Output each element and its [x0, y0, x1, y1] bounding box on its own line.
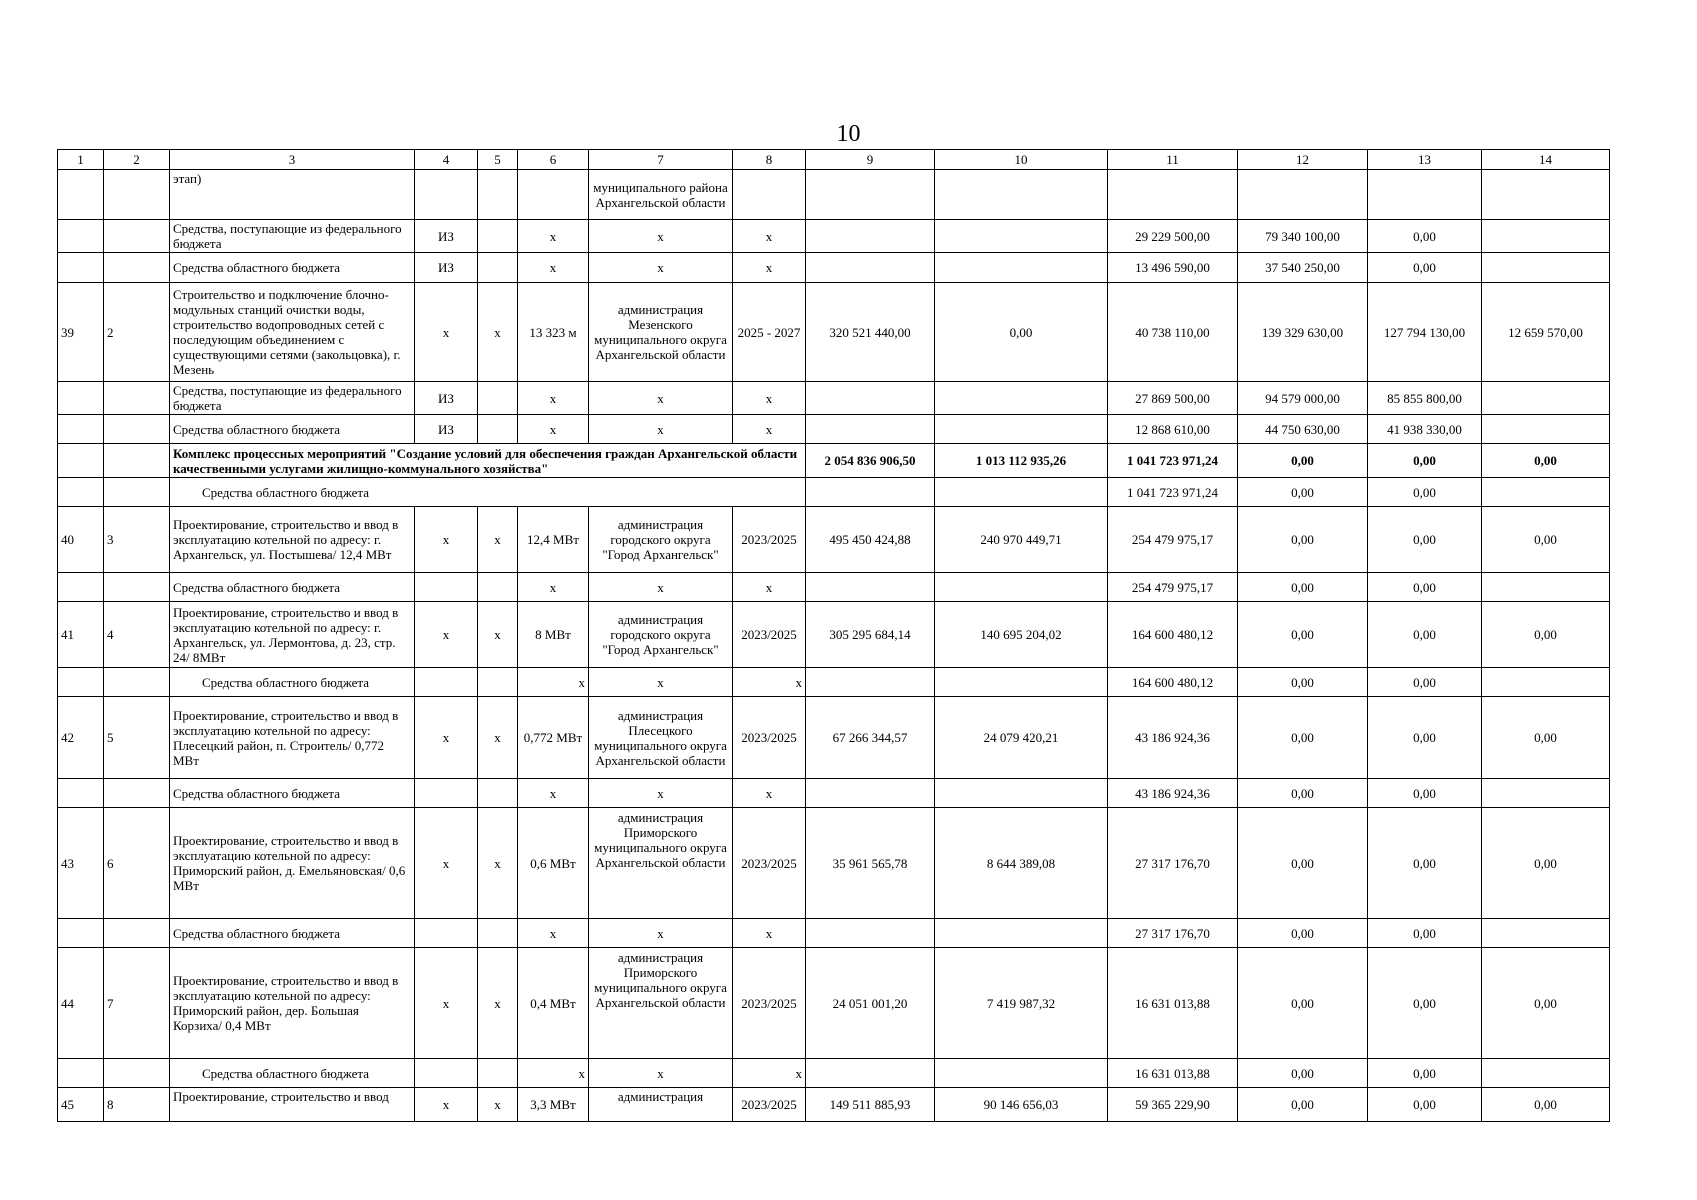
column-header: 13: [1368, 150, 1482, 170]
cell: [806, 919, 935, 948]
cell: х: [589, 220, 733, 253]
cell: 43 186 924,36: [1108, 697, 1238, 779]
cell: 24 051 001,20: [806, 948, 935, 1059]
cell: [415, 573, 478, 602]
cell: 0,00: [1368, 697, 1482, 779]
cell: [806, 253, 935, 283]
cell: [935, 415, 1108, 444]
cell: 8 644 389,08: [935, 808, 1108, 919]
cell: х: [478, 283, 518, 382]
cell: 0,00: [1368, 668, 1482, 697]
cell: 0,00: [1368, 444, 1482, 478]
cell: 40 738 110,00: [1108, 283, 1238, 382]
column-header: 12: [1238, 150, 1368, 170]
cell: 2: [104, 283, 170, 382]
cell: [935, 573, 1108, 602]
cell: 0,00: [1238, 1059, 1368, 1088]
cell: Средства, поступающие из федерального бюджета: [170, 220, 415, 253]
cell: [415, 919, 478, 948]
complex-source-row: [58, 478, 1610, 507]
column-header: 9: [806, 150, 935, 170]
cell: 0,00: [1368, 573, 1482, 602]
cell: 0,00: [1368, 602, 1482, 668]
cell: [478, 1059, 518, 1088]
cell: 0,00: [1368, 1059, 1482, 1088]
cell: [58, 444, 104, 478]
column-header: 2: [104, 150, 170, 170]
cell: 0,00: [1238, 668, 1368, 697]
cell: [518, 170, 589, 220]
cell: [1482, 919, 1610, 948]
table-row: [58, 382, 1610, 415]
cell-row-number: 42: [58, 697, 104, 779]
cell: [104, 253, 170, 283]
cell: [1108, 170, 1238, 220]
cell: [58, 1059, 104, 1088]
cell: ИЗ: [415, 382, 478, 415]
cell: 0,00: [1368, 220, 1482, 253]
cell: [935, 1059, 1108, 1088]
cell: [935, 382, 1108, 415]
cell: 0,00: [1368, 507, 1482, 573]
cell: [478, 253, 518, 283]
cell: 139 329 630,00: [1238, 283, 1368, 382]
cell: [478, 919, 518, 948]
cell: 24 079 420,21: [935, 697, 1108, 779]
cell: х: [518, 415, 589, 444]
cell: х: [589, 668, 733, 697]
column-header: 11: [1108, 150, 1238, 170]
cell: этап): [170, 170, 415, 220]
cell: 13 496 590,00: [1108, 253, 1238, 283]
table-row: [58, 697, 1610, 779]
cell: администрация: [589, 1088, 733, 1122]
cell: х: [518, 919, 589, 948]
cell: [806, 382, 935, 415]
cell: 0,00: [1368, 478, 1482, 507]
cell: х: [733, 253, 806, 283]
cell: администрация городского округа "Город Архангельск": [589, 507, 733, 573]
cell-description: Проектирование, строительство и ввод в эксплуатацию котельной по адресу: Приморский район, дер. Большая Корзиха/ 0,4 МВт: [170, 948, 415, 1059]
cell: х: [415, 602, 478, 668]
cell: [104, 478, 170, 507]
cell: 3: [104, 507, 170, 573]
cell: 2023/2025: [733, 1088, 806, 1122]
cell: 29 229 500,00: [1108, 220, 1238, 253]
cell: 6: [104, 808, 170, 919]
cell: 0,00: [1238, 697, 1368, 779]
cell: 1 013 112 935,26: [935, 444, 1108, 478]
cell: х: [415, 697, 478, 779]
cell: х: [518, 779, 589, 808]
cell: [1368, 170, 1482, 220]
cell: 240 970 449,71: [935, 507, 1108, 573]
header-row: [58, 150, 1610, 170]
cell: 8 МВт: [518, 602, 589, 668]
cell: х: [478, 948, 518, 1059]
cell: х: [518, 1059, 589, 1088]
table-row: [58, 170, 1610, 220]
cell: [1482, 382, 1610, 415]
cell: 164 600 480,12: [1108, 602, 1238, 668]
cell: [1482, 668, 1610, 697]
cell: 0,00: [1482, 1088, 1610, 1122]
cell: [415, 779, 478, 808]
cell: 127 794 130,00: [1368, 283, 1482, 382]
cell: 79 340 100,00: [1238, 220, 1368, 253]
cell: 44 750 630,00: [1238, 415, 1368, 444]
cell: 0,00: [1238, 1088, 1368, 1122]
cell: х: [478, 602, 518, 668]
cell: [806, 779, 935, 808]
cell: 164 600 480,12: [1108, 668, 1238, 697]
cell: 67 266 344,57: [806, 697, 935, 779]
cell: [806, 668, 935, 697]
complex-row: [58, 444, 1610, 478]
cell: [58, 573, 104, 602]
cell: х: [733, 382, 806, 415]
cell: х: [733, 1059, 806, 1088]
cell: х: [478, 1088, 518, 1122]
column-header: 5: [478, 150, 518, 170]
cell: 16 631 013,88: [1108, 1059, 1238, 1088]
cell: 37 540 250,00: [1238, 253, 1368, 283]
cell: 7: [104, 948, 170, 1059]
table-row: [58, 779, 1610, 808]
cell: х: [415, 808, 478, 919]
cell: [806, 415, 935, 444]
cell: 0,00: [1368, 779, 1482, 808]
cell: х: [733, 415, 806, 444]
cell: [1482, 779, 1610, 808]
cell: 0,00: [1238, 478, 1368, 507]
cell-row-number: 43: [58, 808, 104, 919]
cell-row-number: 41: [58, 602, 104, 668]
cell: 0,772 МВт: [518, 697, 589, 779]
cell: х: [589, 382, 733, 415]
cell: 4: [104, 602, 170, 668]
cell: х: [733, 668, 806, 697]
cell: 13 323 м: [518, 283, 589, 382]
cell: 1 041 723 971,24: [1108, 444, 1238, 478]
cell: [58, 919, 104, 948]
cell: 2023/2025: [733, 602, 806, 668]
column-header: 1: [58, 150, 104, 170]
cell: 0,00: [1368, 253, 1482, 283]
cell: х: [733, 779, 806, 808]
column-header: 14: [1482, 150, 1610, 170]
cell: 0,00: [1238, 507, 1368, 573]
cell: х: [518, 573, 589, 602]
cell: ИЗ: [415, 220, 478, 253]
cell: 0,00: [1238, 919, 1368, 948]
cell-description: Проектирование, строительство и ввод в эксплуатацию котельной по адресу: г. Архангельск, ул. Постышева/ 12,4 МВт: [170, 507, 415, 573]
cell: [478, 779, 518, 808]
table-row: [58, 919, 1610, 948]
cell: администрация городского округа "Город Архангельск": [589, 602, 733, 668]
cell: [935, 779, 1108, 808]
cell-row-number: 45: [58, 1088, 104, 1122]
cell: [733, 170, 806, 220]
cell: [935, 220, 1108, 253]
cell: [58, 668, 104, 697]
cell: [806, 478, 935, 507]
table-row: [58, 220, 1610, 253]
cell-description: Проектирование, строительство и ввод в эксплуатацию котельной по адресу: Плесецкий район, п. Строитель/ 0,772 МВт: [170, 697, 415, 779]
cell-description: Строительство и подключение блочно-модульных станций очистки воды, строительство водопроводных сетей с последующим объединением с существующими сетями (закольцовка), г. Мезень: [170, 283, 415, 382]
cell: х: [518, 253, 589, 283]
cell: 0,00: [1482, 444, 1610, 478]
cell: 59 365 229,90: [1108, 1088, 1238, 1122]
cell: [935, 170, 1108, 220]
complex-title: Комплекс процессных мероприятий "Создание условий для обеспечения граждан Архангельской области качественными услугами жилищно-коммунального хозяйства": [170, 444, 806, 478]
cell: х: [518, 668, 589, 697]
cell: 41 938 330,00: [1368, 415, 1482, 444]
cell: [104, 444, 170, 478]
cell: Средства областного бюджета: [170, 919, 415, 948]
cell: [1482, 573, 1610, 602]
cell-description: Проектирование, строительство и ввод в эксплуатацию котельной по адресу: г. Архангельск, ул. Лермонтова, д. 23, стр. 24/ 8МВт: [170, 602, 415, 668]
cell: 43 186 924,36: [1108, 779, 1238, 808]
cell: 0,00: [1482, 602, 1610, 668]
cell: 0,00: [1482, 948, 1610, 1059]
cell: х: [518, 382, 589, 415]
cell: [1482, 1059, 1610, 1088]
cell: х: [415, 948, 478, 1059]
cell: 7 419 987,32: [935, 948, 1108, 1059]
cell-row-number: 40: [58, 507, 104, 573]
cell: 0,00: [1238, 573, 1368, 602]
cell-description: Проектирование, строительство и ввод: [170, 1088, 415, 1122]
cell: 12 868 610,00: [1108, 415, 1238, 444]
cell: 35 961 565,78: [806, 808, 935, 919]
cell: [806, 1059, 935, 1088]
cell: ИЗ: [415, 415, 478, 444]
cell: 8: [104, 1088, 170, 1122]
cell: [104, 779, 170, 808]
cell: [935, 478, 1108, 507]
cell: 0,00: [1238, 602, 1368, 668]
cell: Средства областного бюджета: [170, 415, 415, 444]
column-header: 6: [518, 150, 589, 170]
table-row: [58, 808, 1610, 919]
table-row: [58, 948, 1610, 1059]
cell: [1482, 253, 1610, 283]
cell: [478, 382, 518, 415]
cell: [478, 415, 518, 444]
cell: [935, 919, 1108, 948]
cell: х: [589, 779, 733, 808]
cell: [478, 170, 518, 220]
cell: [104, 919, 170, 948]
cell: [415, 1059, 478, 1088]
cell: 1 041 723 971,24: [1108, 478, 1238, 507]
cell: 2 054 836 906,50: [806, 444, 935, 478]
cell: администрация Плесецкого муниципального округа Архангельской области: [589, 697, 733, 779]
cell: 254 479 975,17: [1108, 507, 1238, 573]
cell: 2023/2025: [733, 507, 806, 573]
cell: х: [478, 507, 518, 573]
cell: ИЗ: [415, 253, 478, 283]
cell: х: [518, 220, 589, 253]
cell: х: [589, 1059, 733, 1088]
cell: 0,00: [1238, 444, 1368, 478]
cell: 85 855 800,00: [1368, 382, 1482, 415]
cell: х: [478, 697, 518, 779]
cell: 495 450 424,88: [806, 507, 935, 573]
cell: Средства областного бюджета: [170, 1059, 415, 1088]
cell: 0,00: [1482, 697, 1610, 779]
cell: х: [589, 573, 733, 602]
cell: 2023/2025: [733, 697, 806, 779]
cell: 0,00: [935, 283, 1108, 382]
cell: 0,00: [1238, 808, 1368, 919]
table-row: [58, 573, 1610, 602]
cell: [104, 382, 170, 415]
cell: 27 869 500,00: [1108, 382, 1238, 415]
cell: администрация Приморского муниципального округа Архангельской области: [589, 808, 733, 919]
cell: х: [478, 808, 518, 919]
cell: 2025 - 2027: [733, 283, 806, 382]
cell: 5: [104, 697, 170, 779]
table-row: [58, 1059, 1610, 1088]
cell: Средства областного бюджета: [170, 668, 415, 697]
cell: 0,00: [1238, 779, 1368, 808]
cell: [104, 220, 170, 253]
column-header: 3: [170, 150, 415, 170]
table-row: [58, 602, 1610, 668]
cell: [104, 1059, 170, 1088]
cell: [1482, 478, 1610, 507]
cell: 2023/2025: [733, 948, 806, 1059]
cell: 305 295 684,14: [806, 602, 935, 668]
cell: [415, 668, 478, 697]
cell: [415, 170, 478, 220]
cell: [58, 220, 104, 253]
cell: 0,00: [1482, 507, 1610, 573]
cell-description: Проектирование, строительство и ввод в эксплуатацию котельной по адресу: Приморский район, д. Емельяновская/ 0,6 МВт: [170, 808, 415, 919]
cell: [58, 415, 104, 444]
cell: х: [733, 220, 806, 253]
cell: [1482, 220, 1610, 253]
cell: 0,00: [1368, 948, 1482, 1059]
cell: Средства областного бюджета: [170, 779, 415, 808]
cell: 254 479 975,17: [1108, 573, 1238, 602]
cell: х: [733, 919, 806, 948]
table-row: [58, 668, 1610, 697]
cell: х: [415, 1088, 478, 1122]
table-row: [58, 1088, 1610, 1122]
cell: [104, 170, 170, 220]
cell: [478, 220, 518, 253]
cell: х: [415, 507, 478, 573]
cell: 0,00: [1368, 808, 1482, 919]
cell: х: [733, 573, 806, 602]
cell: 0,00: [1368, 1088, 1482, 1122]
cell: [1482, 170, 1610, 220]
cell: Средства областного бюджета: [170, 573, 415, 602]
column-header: 8: [733, 150, 806, 170]
cell: 90 146 656,03: [935, 1088, 1108, 1122]
cell: 16 631 013,88: [1108, 948, 1238, 1059]
cell: [935, 253, 1108, 283]
cell: [478, 573, 518, 602]
cell: администрация Мезенского муниципального округа Архангельской области: [589, 283, 733, 382]
cell: 320 521 440,00: [806, 283, 935, 382]
cell-row-number: 39: [58, 283, 104, 382]
cell: 12,4 МВт: [518, 507, 589, 573]
cell: 0,4 МВт: [518, 948, 589, 1059]
cell: [104, 668, 170, 697]
cell: 27 317 176,70: [1108, 919, 1238, 948]
cell: 0,6 МВт: [518, 808, 589, 919]
cell: 12 659 570,00: [1482, 283, 1610, 382]
cell: Средства областного бюджета: [170, 478, 806, 507]
table-row: [58, 253, 1610, 283]
cell: администрация Приморского муниципального округа Архангельской области: [589, 948, 733, 1059]
cell: [806, 573, 935, 602]
cell: [104, 415, 170, 444]
cell: [58, 170, 104, 220]
cell: 0,00: [1238, 948, 1368, 1059]
cell: [806, 170, 935, 220]
cell: 3,3 МВт: [518, 1088, 589, 1122]
budget-table: [57, 149, 1610, 1122]
cell: 0,00: [1368, 919, 1482, 948]
column-header: 10: [935, 150, 1108, 170]
table-row: [58, 283, 1610, 382]
table-row: [58, 507, 1610, 573]
cell: х: [589, 253, 733, 283]
cell: х: [589, 415, 733, 444]
column-header: 7: [589, 150, 733, 170]
page-number: 10: [836, 121, 861, 147]
cell: 2023/2025: [733, 808, 806, 919]
cell: [935, 668, 1108, 697]
cell-row-number: 44: [58, 948, 104, 1059]
cell: 149 511 885,93: [806, 1088, 935, 1122]
cell: 140 695 204,02: [935, 602, 1108, 668]
cell: [1482, 415, 1610, 444]
cell: [58, 779, 104, 808]
table-row: [58, 415, 1610, 444]
column-header: 4: [415, 150, 478, 170]
cell: х: [415, 283, 478, 382]
cell: [58, 253, 104, 283]
cell: х: [589, 919, 733, 948]
cell: Средства, поступающие из федерального бюджета: [170, 382, 415, 415]
cell: [478, 668, 518, 697]
cell: [58, 382, 104, 415]
cell: [1238, 170, 1368, 220]
cell: Средства областного бюджета: [170, 253, 415, 283]
cell: [104, 573, 170, 602]
cell: [806, 220, 935, 253]
cell: 27 317 176,70: [1108, 808, 1238, 919]
cell: [58, 478, 104, 507]
cell: 0,00: [1482, 808, 1610, 919]
cell: 94 579 000,00: [1238, 382, 1368, 415]
cell: муниципального района Архангельской области: [589, 170, 733, 220]
